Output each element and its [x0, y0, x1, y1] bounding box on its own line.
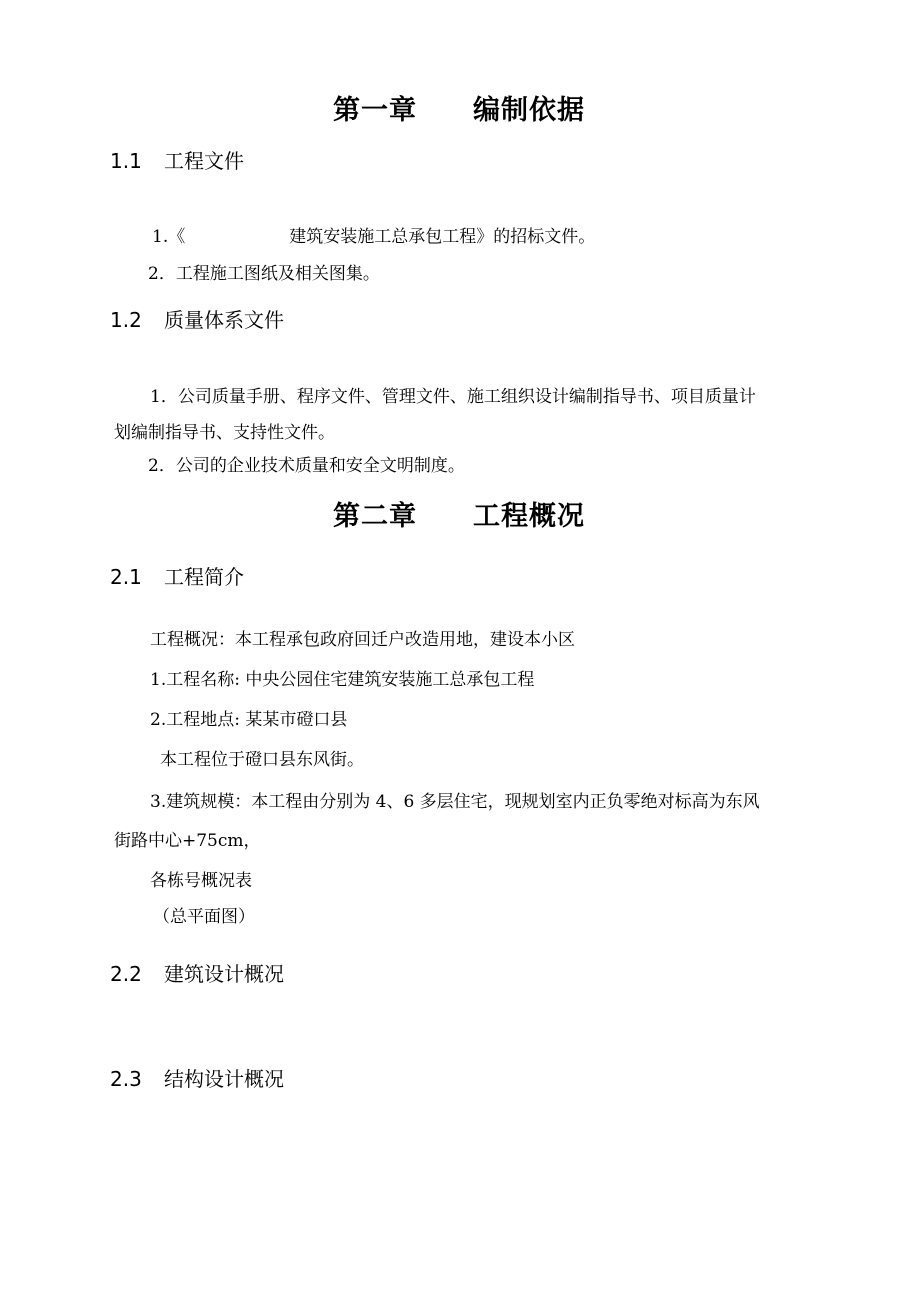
- project-scale-line-1: 3.建筑规模：本工程由分别为 4、6 多层住宅，现规划室内正负零绝对标高为东风: [150, 792, 760, 812]
- section-2-1-title: 工程简介: [164, 565, 244, 589]
- item-1-prefix: 1.《: [152, 227, 186, 247]
- chapter-2-label: 第二章: [333, 501, 417, 532]
- chapter-1-title: 编制依据: [473, 95, 585, 126]
- section-2-3-title: 结构设计概况: [164, 1067, 284, 1091]
- section-1-2-title: 质量体系文件: [164, 308, 284, 332]
- section-2-3-number: 2.3: [110, 1067, 142, 1091]
- project-overview: 工程概况：本工程承包政府回迁户改造用地，建设本小区: [150, 630, 575, 650]
- chapter-1-heading: [333, 88, 585, 127]
- chapter-1-label: 第一章: [333, 95, 417, 126]
- section-1-2-number: 1.2: [110, 308, 142, 332]
- section-2-2-title: 建筑设计概况: [164, 962, 284, 986]
- project-scale-line-2: 街路中心+75cm，: [114, 831, 261, 851]
- project-name: 1.工程名称: 中央公园住宅建筑安装施工总承包工程: [150, 670, 535, 690]
- item-1-suffix: 建筑安装施工总承包工程》的招标文件。: [289, 227, 596, 247]
- chapter-2-title: 工程概况: [473, 501, 585, 532]
- section-1-1-number: 1.1: [110, 149, 142, 173]
- section-2-3-heading: [110, 1063, 284, 1092]
- section-1-1-title: 工程文件: [164, 149, 244, 173]
- section-1-2-item-1-line-2: 划编制指导书、支持性文件。: [114, 423, 335, 443]
- section-1-2-item-2: 2．公司的企业技术质量和安全文明制度。: [148, 456, 465, 476]
- section-2-2-heading: [110, 958, 284, 987]
- section-2-1-number: 2.1: [110, 565, 142, 589]
- section-1-2-heading: [110, 304, 284, 333]
- project-position: 本工程位于磴口县东风街。: [160, 750, 364, 770]
- section-1-2-item-1-line-1: 1．公司质量手册、程序文件、管理文件、施工组织设计编制指导书、项目质量计: [150, 387, 756, 407]
- building-table-title: 各栋号概况表: [150, 871, 252, 891]
- section-1-1-item-1: [152, 222, 595, 247]
- site-plan-caption: （总平面图）: [153, 907, 255, 927]
- project-location: 2.工程地点: 某某市磴口县: [150, 710, 348, 730]
- section-1-1-item-2: 2．工程施工图纸及相关图集。: [148, 264, 380, 284]
- chapter-2-heading: [333, 494, 585, 533]
- section-1-1-heading: [110, 145, 244, 174]
- section-2-2-number: 2.2: [110, 962, 142, 986]
- section-2-1-heading: [110, 561, 244, 590]
